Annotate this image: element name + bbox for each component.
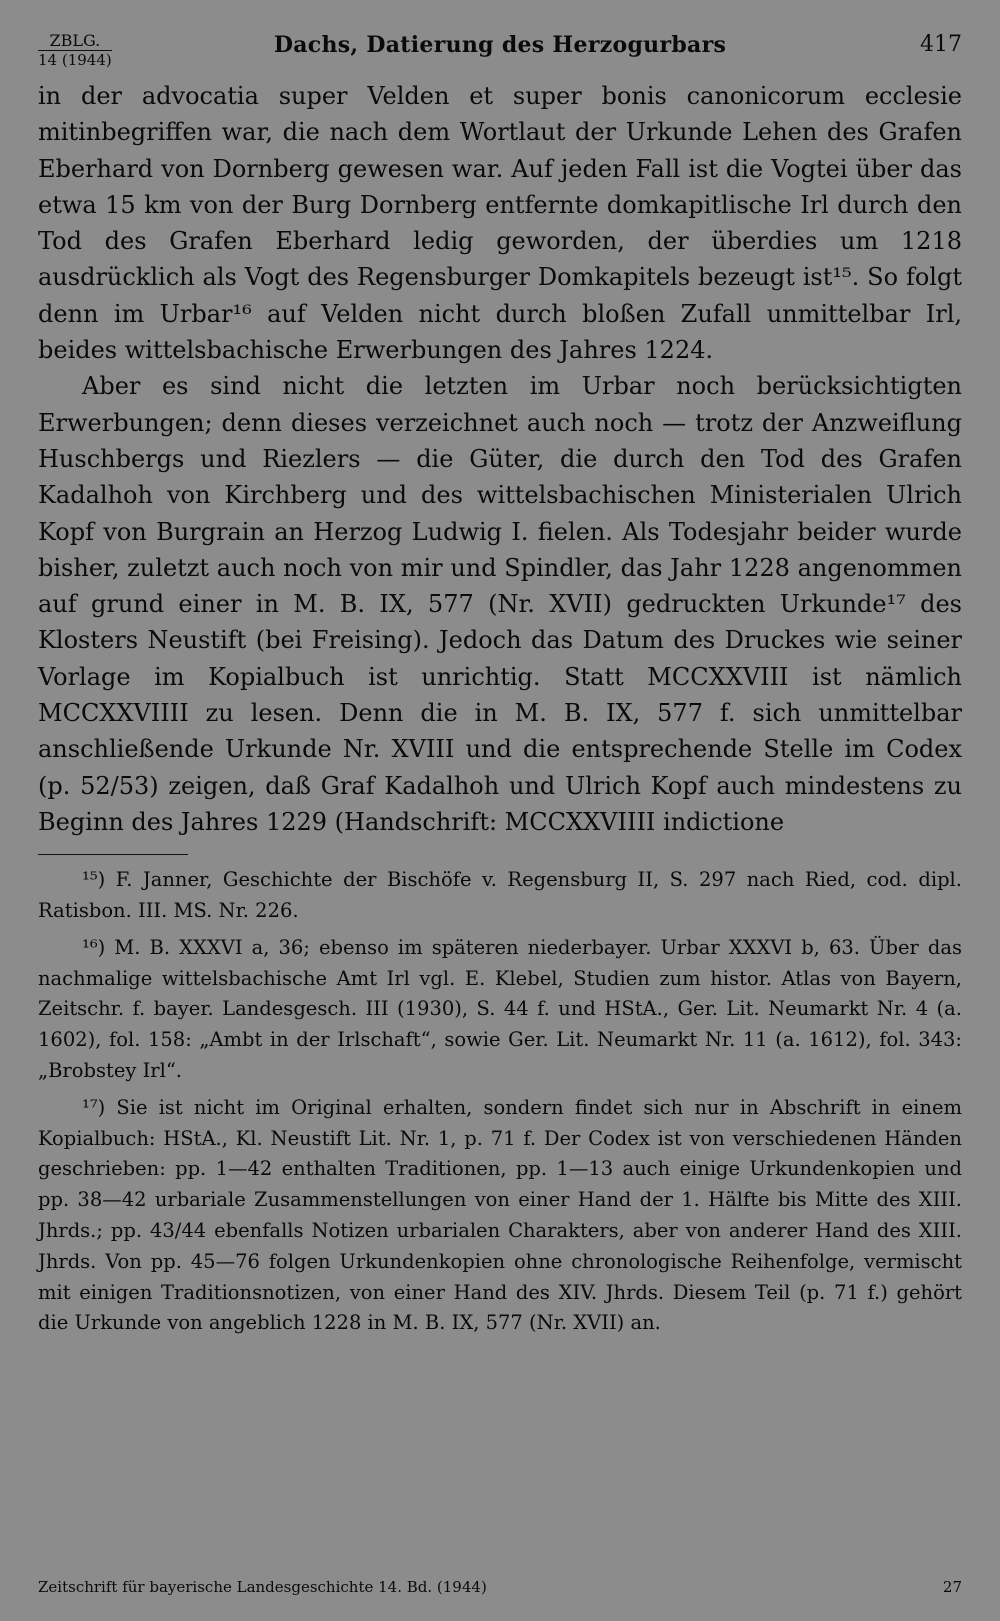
main-text: [38, 78, 962, 840]
footnote: ¹⁷) Sie ist nicht im Original erhalten, sondern findet sich nur in Abschrift in einem Kopialbuch: HStA., Kl. Neustift Lit. Nr. 1, p. 71 f. Der Codex ist von verschiedenen Händen geschrieben: pp. 1—42 enthalten Traditionen, pp. 1—13 auch einige Urkundenkopien und pp. 38—42 urbariale Zusammenstellungen von einer Hand der 1. Hälfte bis Mitte des XIII. Jhrds.; pp. 43/44 ebenfalls Notizen urbarialen Charakters, aber von anderer Hand des XIII. Jhrds. Von pp. 45—76 folgen Urkundenkopien ohne chronologische Reihenfolge, vermischt mit einigen Traditionsnotizen, von einer Hand des XIV. Jhrds. Diesem Teil (p. 71 f.) gehört die Urkunde von angeblich 1228 in M. B. IX, 577 (Nr. XVII) an.: [38, 1095, 962, 1335]
page: [38, 22, 962, 1345]
sheet-number: 27: [942, 1578, 962, 1596]
paragraph: in der advocatia super Velden et super bonis canonicorum ecclesie mitinbegriffen war, die nach dem Wortlaut der Urkunde Lehen des Grafen Eberhard von Dornberg gewesen war. Auf jeden Fall ist die Vogtei über das etwa 15 km von der Burg Dornberg entfernte domkapitlische Irl durch den Tod des Grafen Eberhard ledig geworden, der überdies um 1218 ausdrücklich als Vogt des Regensburger Domkapitels bezeugt ist¹⁵. So folgt denn im Urbar¹⁶ auf Velden nicht durch bloßen Zufall unmittelbar Irl, beides wittelsbachische Erwerbungen des Jahres 1224.: [38, 82, 962, 365]
footer-journal-line: Zeitschrift für bayerische Landesgeschichte 14. Bd. (1944): [38, 1578, 487, 1596]
paragraph: Aber es sind nicht die letzten im Urbar noch berücksichtigten Erwerbungen; denn dieses verzeichnet auch noch — trotz der Anzweiflung Huschbergs und Riezlers — die Güter, die durch den Tod des Grafen Kadalhoh von Kirchberg und des wittelsbachischen Ministerialen Ulrich Kopf von Burgrain an Herzog Ludwig I. fielen. Als Todesjahr beider wurde bisher, zuletzt auch noch von mir und Spindler, das Jahr 1228 angenommen auf grund einer in M. B. IX, 577 (Nr. XVII) gedruckten Urkunde¹⁷ des Klosters Neustift (bei Freising). Jedoch das Datum des Druckes wie seiner Vorlage im Kopialbuch ist unrichtig. Statt MCCXXVIII ist nämlich MCCXXVIIII zu lesen. Denn die in M. B. IX, 577 f. sich unmittelbar anschließende Urkunde Nr. XVIII und die entsprechende Stelle im Codex (p. 52/53) zeigen, daß Graf Kadalhoh und Ulrich Kopf auch mindestens zu Beginn des Jahres 1229 (Handschrift: MCCXXVIIII indictione: [38, 372, 962, 836]
page-header: [38, 22, 962, 78]
journal-abbreviation: ZBLG.: [38, 32, 112, 51]
page-footer: [38, 1578, 962, 1596]
page-number: 417: [920, 32, 962, 57]
journal-volume: 14 (1944): [38, 51, 112, 69]
footnotes: [38, 865, 962, 1339]
footnote: ¹⁵) F. Janner, Geschichte der Bischöfe v. Regensburg II, S. 297 nach Ried, cod. dipl. Ratisbon. III. MS. Nr. 226.: [38, 868, 962, 923]
footnote: ¹⁶) M. B. XXXVI a, 36; ebenso im späteren niederbayer. Urbar XXXVI b, 63. Über das nachmalige wittelsbachische Amt Irl vgl. E. Klebel, Studien zum histor. Atlas von Bayern, Zeitschr. f. bayer. Landesgesch. III (1930), S. 44 f. und HStA., Ger. Lit. Neumarkt Nr. 4 (a. 1602), fol. 158: „Ambt in der Irlschaft“, sowie Ger. Lit. Neumarkt Nr. 11 (a. 1612), fol. 343: „Brobstey Irl“.: [38, 935, 962, 1083]
footnote-divider: [38, 854, 188, 855]
running-title: Dachs, Datierung des Herzogurbars: [273, 32, 727, 58]
